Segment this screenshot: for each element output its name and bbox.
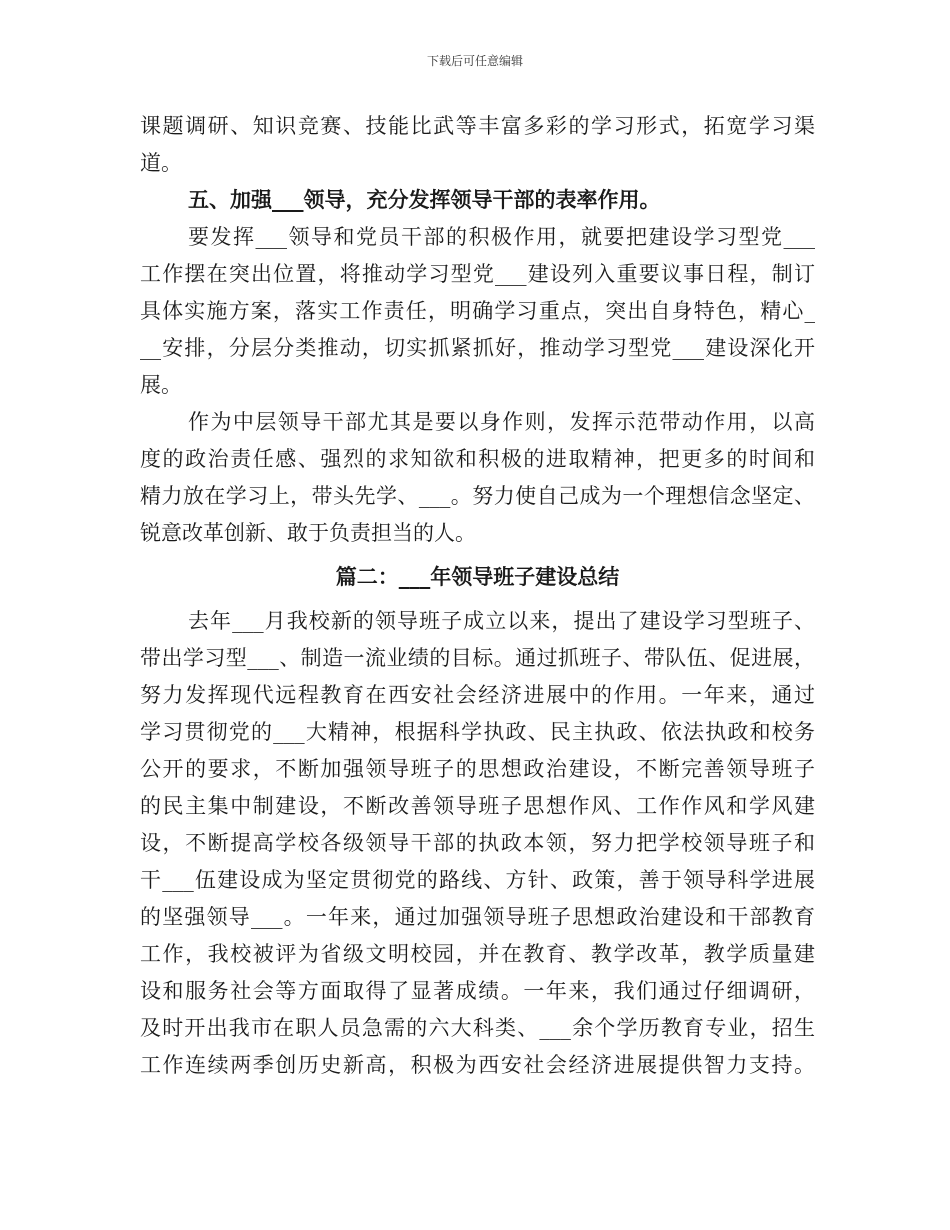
section-title: 篇二：___年领导班子建设总结 <box>335 565 620 589</box>
text-line: 的坚强领导___。一年来，通过加强领导班子思想政治建设和干部教育 <box>140 905 815 929</box>
text-line: 课题调研、知识竞赛、技能比武等丰富多彩的学习形式，拓宽学习渠 <box>140 114 815 138</box>
text-line: 公开的要求，不断加强领导班子的思想政治建设，不断完善领导班子 <box>140 757 815 781</box>
section-subheading: 五、加强___领导，充分发挥领导干部的表率作用。 <box>188 188 661 212</box>
text-line: 作为中层领导干部尤其是要以身作则，发挥示范带动作用，以高 <box>188 410 815 434</box>
text-line: 的民主集中制建设，不断改善领导班子思想作风、工作作风和学风建 <box>140 794 815 818</box>
text-line: __安排，分层分类推动，切实抓紧抓好，推动学习型党___建设深化开 <box>140 336 815 360</box>
text-line: 锐意改革创新、敢于负责担当的人。 <box>140 521 476 545</box>
text-line: 干___伍建设成为坚定贯彻党的路线、方针、政策，善于领导科学进展 <box>140 868 815 892</box>
text-line: 工作连续两季创历史新高，积极为西安社会经济进展提供智力支持。 <box>140 1053 815 1077</box>
text-line: 精力放在学习上，带头先学、___。努力使自己成为一个理想信念坚定、 <box>140 484 815 508</box>
document-body <box>140 108 815 1084</box>
text-line: 设，不断提高学校各级领导干部的执政本领，努力把学校领导班子和 <box>140 831 815 855</box>
text-line: 展。 <box>140 373 182 397</box>
text-line: 具体实施方案，落实工作责任，明确学习重点，突出自身特色，精心_ <box>140 299 815 323</box>
text-line: 工作摆在突出位置，将推动学习型党___建设列入重要议事日程，制订 <box>140 262 815 286</box>
text-line: 带出学习型___、制造一流业绩的目标。通过抓班子、带队伍、促进展， <box>140 646 815 670</box>
page-header: 下载后可任意编辑 <box>426 54 523 68</box>
text-line: 学习贯彻党的___大精神，根据科学执政、民主执政、依法执政和校务 <box>140 720 815 744</box>
text-line: 工作，我校被评为省级文明校园，并在教育、教学改革，教学质量建 <box>140 942 815 966</box>
text-line: 努力发挥现代远程教育在西安社会经济进展中的作用。一年来，通过 <box>140 683 815 707</box>
text-line: 度的政治责任感、强烈的求知欲和积极的进取精神，把更多的时间和 <box>140 447 815 471</box>
text-line: 要发挥___领导和党员干部的积极作用，就要把建设学习型党___ <box>188 225 815 249</box>
text-line: 设和服务社会等方面取得了显著成绩。一年来，我们通过仔细调研， <box>140 979 815 1003</box>
text-line: 及时开出我市在职人员急需的六大科类、___余个学历教育专业，招生 <box>140 1016 815 1040</box>
text-line: 道。 <box>140 151 182 175</box>
text-line: 去年___月我校新的领导班子成立以来，提出了建设学习型班子、 <box>188 609 815 633</box>
